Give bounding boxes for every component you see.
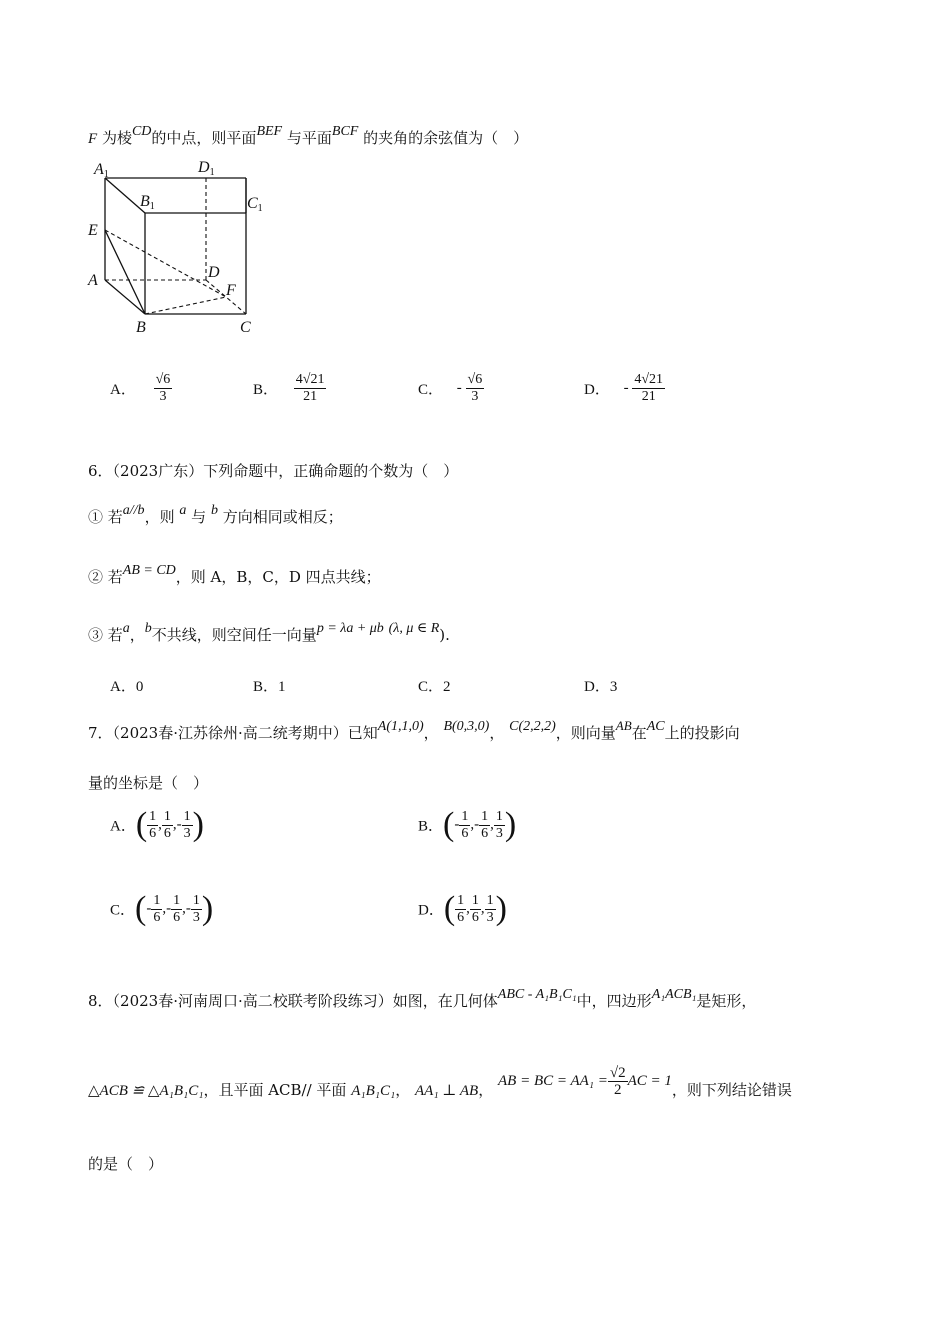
label-F: F: [226, 282, 236, 299]
q5-d-num: 4√21: [634, 372, 664, 387]
q8-quad: A₁ACB₁: [651, 987, 697, 1002]
label-D1: D1: [198, 159, 215, 178]
edge-BF-hidden: [145, 297, 226, 314]
label-B: B: [136, 319, 146, 336]
q6-statement-3: ③ 若a，b不共线，则空间任一向量p = λa + μb (λ, μ ∈ R).: [88, 621, 450, 644]
label-D: D: [208, 264, 220, 281]
q5-stem: [88, 124, 529, 148]
label-A1: A1: [94, 161, 109, 180]
q6-statement-2: ② 若AB = CD，则 A，B，C，D 四点共线；: [88, 563, 381, 586]
q5-d-den: 21: [641, 389, 656, 404]
q7-stem: 7．（2023春·江苏徐州·高二统考期中）已知A(1,1,0)， B(0,3,0)， C(2,2,2)，则向量AB在AC上的投影向: [88, 718, 740, 742]
q6-option-b[interactable]: B．1: [253, 679, 286, 695]
q7-option-a[interactable]: A．( $\frac{1}{6}$ , $\frac{1}{6}$ ,- $\frac{1}{3}$ ): [110, 806, 204, 843]
q5-BEF: BEF: [256, 124, 283, 139]
q7-option-b[interactable]: B．(- $\frac{1}{6}$ ,- $\frac{1}{6}$ , $\frac{1}{3}$ ): [418, 806, 517, 843]
cube-figure: [80, 150, 280, 340]
edge-A1B1: [105, 178, 145, 213]
q5-stem-text1: 为棱: [101, 129, 132, 147]
q6-option-c[interactable]: C．2: [418, 679, 451, 695]
q8-stem: 8．（2023春·河南周口·高二校联考阶段练习）如图，在几何体ABC - A₁B₁C₁中，四边形A₁ACB₁是矩形，: [88, 987, 757, 1010]
q5-CD: CD: [131, 124, 152, 139]
q5-stem-text3: 与平面: [286, 129, 332, 147]
q6-stem: 6．（2023广东）下列命题中，正确命题的个数为（ ）: [88, 462, 459, 480]
q6-s3-math: p = λa + μb: [316, 621, 384, 636]
q5-c-num: √6: [467, 372, 483, 387]
q7-point-C: C(2,2,2): [509, 719, 556, 734]
q6-s2-math: AB = CD: [122, 563, 176, 578]
q5-option-c[interactable]: C． - $\frac{√6}{3}$: [418, 372, 483, 404]
q7-option-d[interactable]: D．( $\frac{1}{6}$ , $\frac{1}{6}$ , $\frac{1}{3}$ ): [418, 890, 507, 927]
q5-option-a[interactable]: A． $\frac{√6}{3}$: [110, 372, 171, 404]
q7-point-B: B(0,3,0): [443, 719, 490, 734]
q8-perp: AA₁ ⊥ AB: [415, 1082, 479, 1099]
label-C: C: [240, 319, 251, 336]
q5-F: F: [88, 131, 98, 147]
q5-b-den: 21: [303, 389, 318, 404]
edge-EB: [105, 230, 145, 314]
label-A: A: [88, 272, 98, 289]
q6-option-d[interactable]: D．3: [584, 679, 618, 695]
q7-option-c[interactable]: C．(- $\frac{1}{6}$ ,- $\frac{1}{6}$ ,- $\frac{1}{3}$ ): [110, 890, 214, 927]
q8-congruence: △ACB ≌ △A₁B₁C₁: [88, 1082, 204, 1099]
q5-b-num: 4√21: [295, 372, 325, 387]
label-E: E: [88, 222, 98, 239]
q8-solid: ABC - A₁B₁C₁: [497, 987, 577, 1002]
q7-stem-line2: 量的坐标是（ ）: [88, 774, 209, 792]
q5-a-den: 3: [159, 389, 167, 404]
q8-eq: AB = BC = AA₁ = $\frac{√2}{2}$ AC = 1: [498, 1065, 672, 1098]
q7-point-A: A(1,1,0): [377, 719, 424, 734]
q5-BCF: BCF: [331, 124, 359, 139]
q6-s3-cond: (λ, μ ∈ R: [388, 621, 440, 636]
edge-AB: [105, 280, 145, 314]
label-B1: B1: [140, 193, 155, 212]
q6-s1-math: a//b: [122, 503, 145, 518]
q5-stem-text2: 的中点，则平面: [151, 129, 257, 147]
label-C1: C1: [247, 195, 263, 214]
q8-line2: △ACB ≌ △A₁B₁C₁，且平面 ACB// 平面 A₁B₁C₁， AA₁ ⊥ AB， AB = BC = AA₁ = $\frac{√2}{2}$ AC = 1，则下列结论错误: [88, 1065, 792, 1099]
q8-line3: 的是（ ）: [88, 1155, 164, 1173]
q5-option-b[interactable]: B． $\frac{4√21}{21}$: [253, 372, 325, 404]
q5-c-den: 3: [471, 389, 479, 404]
q6-statement-1: ① 若a//b，则 a 与 b 方向相同或相反；: [88, 503, 343, 526]
q5-a-num: √6: [155, 372, 171, 387]
q6-option-a[interactable]: A．0: [110, 679, 144, 695]
q5-option-d[interactable]: D． - $\frac{4√21}{21}$: [584, 372, 664, 404]
q5-stem-text4: 的夹角的余弦值为（ ）: [363, 129, 529, 147]
